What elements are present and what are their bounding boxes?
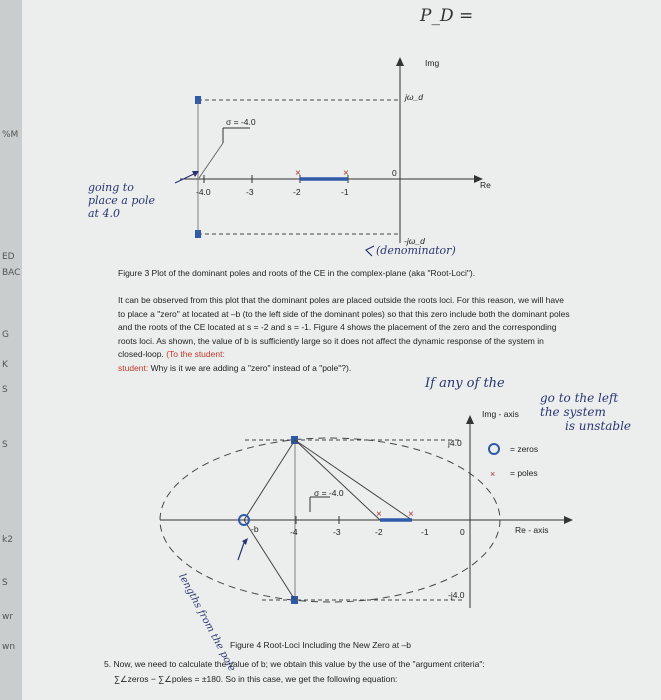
- paragraph-note: Why is it we are adding a "zero" instead of a "pole"?).: [150, 362, 352, 373]
- handwritten-pd: P_D =: [420, 6, 474, 26]
- handwritten-if-any-3: the system: [540, 405, 606, 419]
- fig3-tick-neg4: -4.0: [196, 187, 211, 197]
- margin-note-7: S: [2, 440, 8, 450]
- fig3-re-label: Re: [480, 180, 491, 190]
- handwritten-if-any-1: If any of the: [425, 376, 505, 391]
- fig4-tick-neg1: -1: [421, 527, 429, 537]
- svg-text:×: ×: [343, 168, 349, 179]
- svg-text:×: ×: [295, 168, 301, 179]
- item5-line1: 5. Now, we need to calculate the value of b; we obtain this value by the use of the "argument criteria":: [104, 659, 485, 669]
- fig4-j40-top: j4.0: [448, 438, 462, 448]
- margin-note-9: S: [2, 578, 8, 588]
- fig4-tick-neg2: -2: [375, 527, 383, 537]
- handwritten-margin-rotated: lengths from the pole: [176, 572, 238, 674]
- handwritten-going-to-3: at 4.0: [88, 207, 120, 220]
- handwritten-going-to-1: going to: [88, 181, 134, 194]
- fig4-re-axis: Re - axis: [515, 525, 549, 535]
- fig4-tick-0: 0: [460, 527, 465, 537]
- fig4-sigma-label: σ = -4.0: [314, 488, 344, 498]
- fig3-tick-0: 0: [392, 168, 397, 178]
- fig4-legend-zeros: = zeros: [510, 444, 539, 454]
- handwritten-going-to-2: place a pole: [88, 194, 156, 207]
- margin-note-6: S: [2, 385, 8, 395]
- fig3-jw-bottom: -jω_d: [404, 236, 425, 246]
- figure4-caption: Figure 4 Root-Loci Including the New Zero at –b: [230, 640, 411, 650]
- svg-text:×: ×: [376, 509, 382, 520]
- figure3-caption: Figure 3 Plot of the dominant poles and roots of the CE in the complex-plane (aka "Root-Loci").: [118, 268, 476, 278]
- fig4-legend-poles: = poles: [510, 468, 538, 478]
- fig4-img-axis: Img - axis: [482, 409, 519, 419]
- margin-note-3: BAC: [2, 268, 21, 278]
- svg-text:×: ×: [408, 509, 414, 520]
- margin-note-8: k2: [2, 535, 13, 545]
- margin-note-1: %M: [2, 130, 19, 140]
- item-5: [104, 657, 624, 687]
- paragraph-note-red: (To the student:: [166, 349, 225, 360]
- margin-note-5: K: [2, 360, 8, 370]
- fig3-jw-top: jω_d: [405, 92, 423, 102]
- fig4-tick-b: -b: [251, 524, 259, 534]
- fig3-tick-neg3: -3: [246, 187, 254, 197]
- fig4-j40-bottom: -j4.0: [448, 590, 465, 600]
- fig3-img-label: Img: [425, 58, 440, 68]
- fig3-tick-neg2: -2: [293, 187, 301, 197]
- fig4-tick-neg4: -4: [290, 527, 298, 537]
- fig3-tick-neg1: -1: [341, 187, 349, 197]
- item5-line2: ∑∠zeros − ∑∠poles = ±180. So in this case, we get the following equation:: [114, 674, 398, 684]
- svg-text:×: ×: [490, 469, 496, 479]
- fig4-tick-neg3: -3: [333, 527, 341, 537]
- body-paragraph: It can be observed from this plot that the dominant poles are placed outside the roots loci. For this reason, we will have to place a "zero" at located at –b (to the left side of the dominant poles) so that this zero include both the dominant poles and the roots of the CE located at s = -2 and s = -1. Figure 4 shows the placement of the zero and the corresponding roots loci. As shown, the value of b is sufficiently large so it does not affect the dynamic response of the system in closed-loop. (To the student: student: Why is it we are adding a "zero" instead of a "pole"?).: [118, 295, 570, 373]
- fig3-sigma-label: σ = -4.0: [226, 117, 256, 127]
- handwritten-if-any-2: go to the left: [540, 391, 619, 405]
- margin-note-4: G: [2, 330, 9, 340]
- handwritten-denominator: (denominator): [376, 244, 456, 257]
- margin-note-10: wr: [2, 612, 14, 622]
- margin-note-2: ED: [2, 252, 15, 262]
- margin-note-11: wn: [2, 642, 16, 652]
- handwritten-if-any-4: is unstable: [565, 419, 632, 433]
- paragraph-text: It can be observed from this plot that the dominant poles are placed outside the roots loci. For this reason, we will have to place a "zero" at located at –b (to the left side of the dominant poles) so that this zero include both the dominant poles and the roots of the CE located at s = -2 and s = -1. Figure 4 shows the placement of the zero and the corresponding roots loci. As shown, the value of b is sufficiently large so it does not affect the dynamic response of the system in closed-loop.: [118, 295, 570, 360]
